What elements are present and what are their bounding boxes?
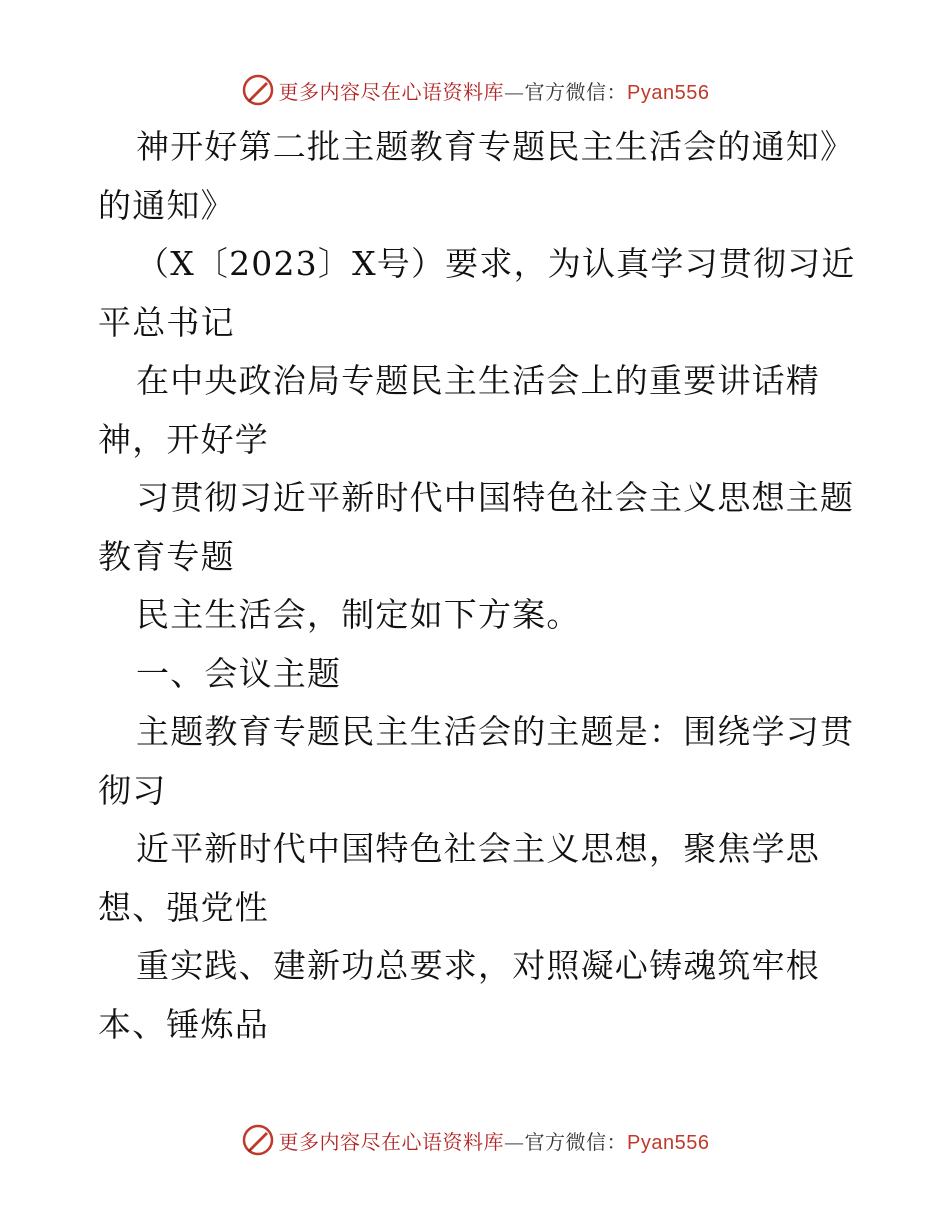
text-line: 主题教育专题民主生活会的主题是：围绕学习贯: [136, 712, 855, 751]
text-line: 平总书记: [98, 302, 235, 342]
watermark-wechat-id: Pyan556: [627, 1131, 710, 1154]
text-line: 近平新时代中国特色社会主义思想，聚焦学思: [136, 829, 820, 868]
text-line: 教育专题: [98, 536, 235, 576]
pen-logo-icon: [241, 1123, 275, 1157]
text-line: 在中央政治局专题民主生活会上的重要讲话精: [136, 361, 820, 400]
text-line: 彻习: [98, 770, 167, 810]
watermark-dash: —: [504, 79, 525, 104]
text-line: 神，开好学: [98, 419, 269, 459]
text-line: （X〔2023〕X号）要求，为认真学习贯彻习近: [136, 244, 856, 283]
footer-watermark: [0, 1120, 950, 1160]
text-line: 的通知》: [98, 185, 235, 225]
document-body: [98, 118, 858, 1054]
watermark-wechat-id: Pyan556: [627, 81, 710, 104]
text-line: 重实践、建新功总要求，对照凝心铸魂筑牢根: [136, 946, 820, 985]
text-line: 一、会议主题: [136, 653, 342, 693]
text-line: 想、强党性: [98, 887, 269, 927]
watermark-site: 更多内容尽在心语资料库: [278, 79, 505, 104]
watermark-wechat-label: 官方微信：: [524, 1129, 628, 1154]
text-line: 神开好第二批主题教育专题民主生活会的通知》: [136, 127, 855, 166]
text-line: 本、锤炼品: [98, 1004, 269, 1044]
header-watermark: [0, 70, 950, 110]
pen-logo-icon: [241, 73, 275, 107]
watermark-text: [279, 1126, 710, 1155]
text-line: 习贯彻习近平新时代中国特色社会主义思想主题: [136, 478, 855, 517]
text-line: 民主生活会，制定如下方案。: [136, 595, 581, 634]
watermark-site: 更多内容尽在心语资料库: [278, 1129, 505, 1154]
watermark-dash: —: [504, 1129, 525, 1154]
watermark-wechat-label: 官方微信：: [524, 79, 628, 104]
watermark-text: [279, 76, 710, 105]
